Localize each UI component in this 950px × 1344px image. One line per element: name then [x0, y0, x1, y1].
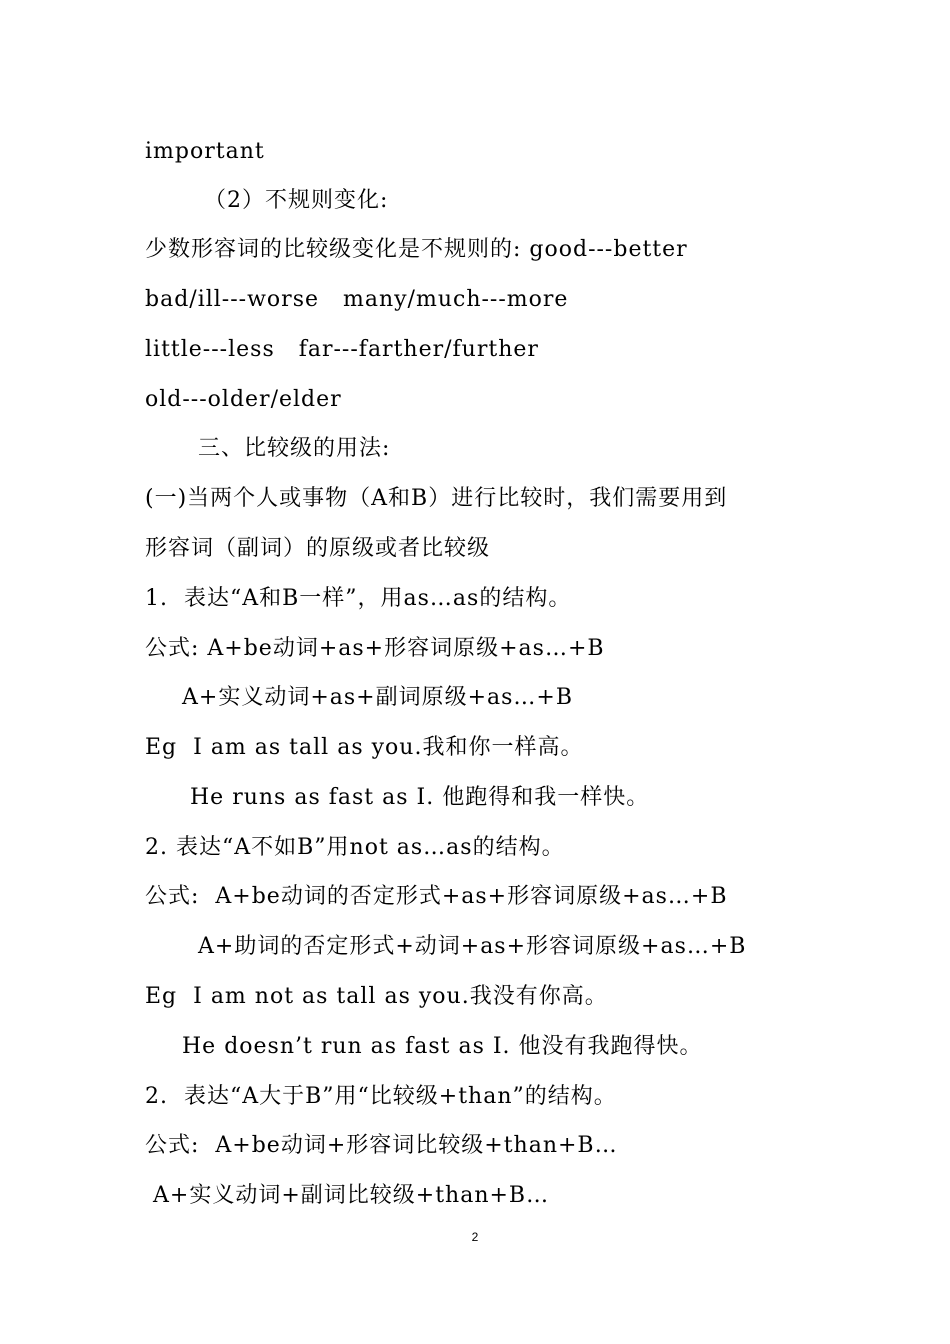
- text-line: bad/ill---worse many/much---more: [145, 287, 569, 312]
- text-line: 少数形容词的比较级变化是不规则的: good---better: [145, 237, 688, 262]
- text-line: 1. 表达“A和B一样”，用as…as的结构。: [145, 586, 572, 611]
- text-line: (一)当两个人或事物（A和B）进行比较时，我们需要用到: [145, 486, 728, 511]
- text-line: 2. 表达“A不如B”用not as…as的结构。: [145, 835, 565, 860]
- formula-line: 公式: A+be动词的否定形式+as+形容词原级+as…+B: [145, 884, 728, 909]
- section-heading: 三、比较级的用法:: [198, 436, 391, 461]
- page-number: 2: [471, 1230, 479, 1244]
- formula-line: 公式: A+be动词+as+形容词原级+as…+B: [145, 636, 605, 661]
- example-line: He doesn’t run as fast as I. 他没有我跑得快。: [182, 1034, 703, 1059]
- text-line: old---older/elder: [145, 387, 342, 412]
- text-line: important: [145, 139, 265, 164]
- text-line: 形容词（副词）的原级或者比较级: [145, 536, 491, 561]
- formula-line: A+实义动词+as+副词原级+as…+B: [182, 685, 574, 710]
- text-line: （2）不规则变化:: [204, 188, 389, 213]
- formula-line: 公式: A+be动词+形容词比较级+than+B…: [145, 1133, 618, 1158]
- example-line: Eg I am not as tall as you.我没有你高。: [145, 984, 608, 1009]
- formula-line: A+实义动词+副词比较级+than+B…: [153, 1183, 550, 1208]
- formula-line: A+助词的否定形式+动词+as+形容词原级+as…+B: [198, 934, 747, 959]
- text-line: little---less far---farther/further: [145, 337, 539, 362]
- example-line: He runs as fast as I. 他跑得和我一样快。: [190, 785, 650, 810]
- text-line: 2. 表达“A大于B”用“比较级+than”的结构。: [145, 1084, 617, 1109]
- example-line: Eg I am as tall as you.我和你一样高。: [145, 735, 584, 760]
